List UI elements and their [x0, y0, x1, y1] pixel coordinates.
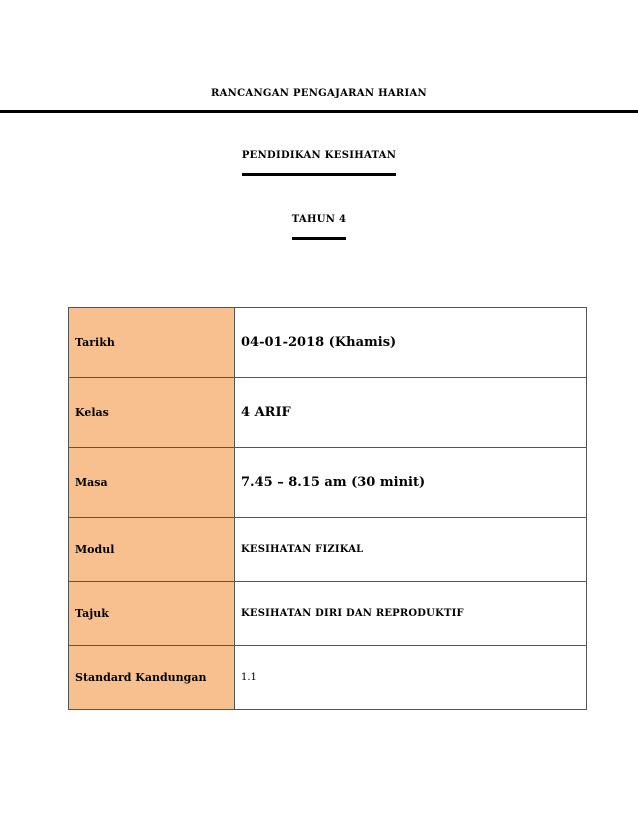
year-title [292, 214, 347, 240]
document-title-block [0, 81, 638, 113]
subject-block [0, 143, 638, 176]
subject-underline [242, 173, 396, 176]
row-value-class: 4 ARIF [235, 378, 587, 448]
lesson-info-table [68, 307, 587, 710]
row-label: Masa [69, 448, 235, 518]
row-value-date: 04-01-2018 (Khamis) [235, 308, 587, 378]
title-underline [0, 110, 638, 113]
document-title: RANCANGAN PENGAJARAN HARIAN [211, 88, 427, 99]
table-row-modul [69, 518, 587, 582]
row-label: Tajuk [69, 582, 235, 646]
row-value-topic: KESIHATAN DIRI DAN REPRODUKTIF [235, 582, 587, 646]
year-underline [292, 237, 347, 240]
table-row-standard-kandungan [69, 646, 587, 710]
row-value-time: 7.45 – 8.15 am (30 minit) [235, 448, 587, 518]
table-row-tarikh [69, 308, 587, 378]
row-value-standard: 1.1 [235, 646, 587, 710]
row-label: Tarikh [69, 308, 235, 378]
year-text: TAHUN 4 [291, 214, 347, 225]
row-label: Modul [69, 518, 235, 582]
table-row-masa [69, 448, 587, 518]
table-row-kelas [69, 378, 587, 448]
row-value-module: KESIHATAN FIZIKAL [235, 518, 587, 582]
row-label: Standard Kandungan [69, 646, 235, 710]
row-label: Kelas [69, 378, 235, 448]
subject-title [242, 150, 396, 176]
subject-text: PENDIDIKAN KESIHATAN [241, 150, 397, 161]
table-row-tajuk [69, 582, 587, 646]
year-block [0, 207, 638, 240]
